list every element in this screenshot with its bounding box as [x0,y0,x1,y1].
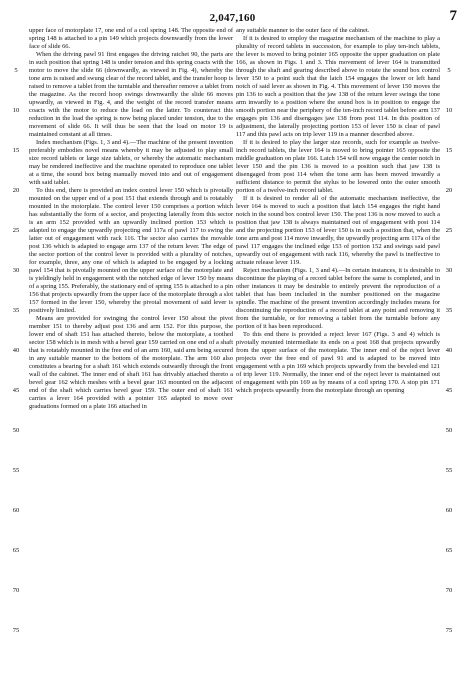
line-number-right: 35 [445,307,453,314]
line-number-left: 20 [12,187,20,194]
patent-number: 2,047,160 [209,12,256,24]
line-number-left: 5 [14,67,18,74]
line-number-left: 45 [12,387,20,394]
line-number-right: 25 [445,227,453,234]
right-column [236,27,440,395]
right-paragraph: Reject mechanism (Figs. 1, 3 and 4).—In certain instances, it is desirable to discontinue the playing of a record tablet before the same is completed, and in other instances it may be desirable to entirely prevent the reproduction of a tablet that has been included in the number positioned on the magazine spindle. The machine of the present invention accordingly includes means for discontinuing the reproduction of a record tablet at any point and removing it from the turntable, or for removing a tablet from the turntable before any portion of it has been reproduced. [236,267,440,330]
left-paragraph: When the driving pawl 91 first engages the driving ratchet 90, the parts are in such position that spring 148 is under tension and this spring coacts with the motor to move the slide 66 (downwardly, as viewed in Fig. 4), whereby the tone arm is raised and swung clear of the record tablet, and the transfer hoop is raised to remove a tablet from the turntable and thereafter remove a tablet from the magazine. As the record hoop swings downwardly the slide 66 moves upwardly, as viewed in Fig. 4, and the weight of the record transfer means coacts with the motor to reduce the load on the latter. To counteract this reduction in the load the spring is now being placed under tension, due to the movement of slide 66. It will thus be seen that the load on motor 19 is maintained constant at all times. [29,51,233,138]
line-number-left: 75 [12,627,20,634]
left-paragraph: Index mechanism (Figs. 1, 3 and 4).—The machine of the present invention preferably embodies novel means whereby it may be adjusted to play small size record tablets or large size tablets, or whereby the automatic mechanism may be rendered ineffective and the machine operated to reproduce one tablet at a time, the sound box being manually moved into and out of engagement with said tablet. [29,139,233,186]
right-paragraph: If it is desired to play the larger size records, such for example as twelve-inch record tablets, the lever 164 is moved to bring pointer 165 opposite the middle graduation on plate 166. Latch 154 will now engage the center notch in lever 150 and the pin 136 is moved to a position such that jaw 138 is disengaged from post 114 when the tone arm has been moved inwardly a sufficient distance to permit the stylus to be lowered onto the outer smooth portion of a twelve-inch record tablet. [236,139,440,194]
line-number-right: 20 [445,187,453,194]
line-number-right: 50 [445,427,453,434]
left-paragraph: upper face of motorplate 17, one end of a coil spring 148. The opposite end of spring 148 is attached to a pin 149 which projects downwardly from the lower face of slide 66. [29,27,233,50]
line-number-right: 30 [445,267,453,274]
line-number-left: 50 [12,427,20,434]
line-number-left: 40 [12,347,20,354]
right-paragraph: If it is desired to render all of the automatic mechanism ineffective, the lever 164 is moved to such a position that latch 154 engages the right hand notch in the sound box control lever 150. The post 136 is now moved to such a position that jaw 138 is always maintained out of engagement with post 114 and the projecting portion 153 of lever 150 is in such a position that, when the tone arm and post 114 move inwardly, the upwardly projecting arm 117a of the pawl 117 engages the inclined edge 153 of portion 152 and swings said pawl upwardly out of engagement with rack 116, whereby the pawl is ineffective to actuate release lever 119. [236,195,440,266]
line-number-right: 75 [445,627,453,634]
left-paragraph: Means are provided for swinging the control lever 150 about the pivot member 151 to thereby adjust post 136 and arm 152. For this purpose, the lower end of shaft 151 has attached thereto, below the motorplate, a toothed sector 158 which is in mesh with a bevel gear 159 carried on one end of a shaft that is rotatably mounted in the free end of an arm 160, said arm being secured in any suitable manner to the bottom of the motorplate. The arm 160 also constitutes a bearing for a shaft 161 which extends outwardly through the front wall of the cabinet. The inner end of shaft 161 has drivably attached thereto a bevel gear 162 which meshes with a bevel gear 163 mounted on the adjacent end of the shaft which carries bevel gear 159. The outer end of shaft 161 carries a lever 164 provided with a pointer 165 adapted to move over graduations formed on a plate 166 attached in [29,315,233,410]
line-number-right: 10 [445,107,453,114]
line-number-left: 35 [12,307,20,314]
right-paragraph: To this end there is provided a reject lever 167 (Figs. 3 and 4) which is pivotally mounted intermediate its ends on a post 168 that projects upwardly from the upper surface of the motorplate. The inner end of the reject lever projects over the free end of pawl 91 and is adapted to be moved into engagement with a pin 169 which projects upwardly from the beveled end 121 of trip lever 119. Normally, the inner end of the reject lever is maintained out of engagement with pin 169 as by means of a coil spring 170. A stop pin 171 which projects upwardly from the motorplate through an opening [236,331,440,394]
line-number-right: 70 [445,587,453,594]
line-number-right: 15 [445,147,453,154]
line-number-right: 5 [447,67,451,74]
page-number: 7 [449,8,457,24]
line-number-left: 60 [12,507,20,514]
line-number-left: 55 [12,467,20,474]
line-number-right: 55 [445,467,453,474]
line-number-right: 40 [445,347,453,354]
line-number-right: 65 [445,547,453,554]
line-number-right: 60 [445,507,453,514]
line-number-left: 30 [12,267,20,274]
left-paragraph: To this end, there is provided an index control lever 150 which is pivotally mounted on the upper end of a post 151 that extends through and is rotatably mounted in the motorplate. The control lever 150 comprises a portion which has substantially the form of a sector, and projecting laterally from this sector is an arm 152 provided with an upwardly inclined portion 153 which is adapted to engage the upwardly projecting end 117a of pawl 117 to swing the latter out of engagement with rack 116. The sector also carries the movable post 136 which is adapted to engage arm 137 of the return lever. The edge of the sector portion of the control lever is provided with a plurality of notches, for example, three, any one of which is adapted to be engaged by a locking pawl 154 that is pivotally mounted on the upper surface of the motorplate and is yieldingly held in engagement with the notched edge of lever 150 by means of a spring 155. Preferably, the stationary end of spring 155 is attached to a pin 156 that projects upwardly from the upper face of the motorplate through a slot 157 formed in the lever 150, whereby the pivotal movement of said lever is positively limited. [29,187,233,314]
line-number-left: 65 [12,547,20,554]
line-number-left: 70 [12,587,20,594]
line-number-right: 45 [445,387,453,394]
line-number-left: 15 [12,147,20,154]
line-number-left: 10 [12,107,20,114]
right-paragraph: any suitable manner to the outer face of the cabinet. [236,27,370,34]
right-paragraph: If it is desired to employ the magazine mechanism of the machine to play a plurality of record tablets in succession, for example to play ten-inch tablets, the lever is moved to bring pointer 165 opposite the upper graduation on plate 166, as shown in Figs. 1 and 3. This movement of lever 164 is transmitted through the shaft and gearing described above to rotate the sound box control lever 150 to a point such that the latch 154 engages the lower or left hand notch of said lever as shown in Fig. 4. This movement of lever 150 moves the pin 136 to such a position that the jaw 138 of the return lever swings the tone arm inwardly to a position where the sound box is in position to engage the smooth portion near the periphery of the ten-inch record tablet before arm 137 engages pin 136 and disengages jaw 138 from post 114. In this position of adjustment, the laterally projecting portion 153 of lever 150 is clear of pawl 117 and this pawl acts on trip lever 119 in a manner described above. [236,35,440,138]
left-column [29,27,233,411]
line-number-left: 25 [12,227,20,234]
